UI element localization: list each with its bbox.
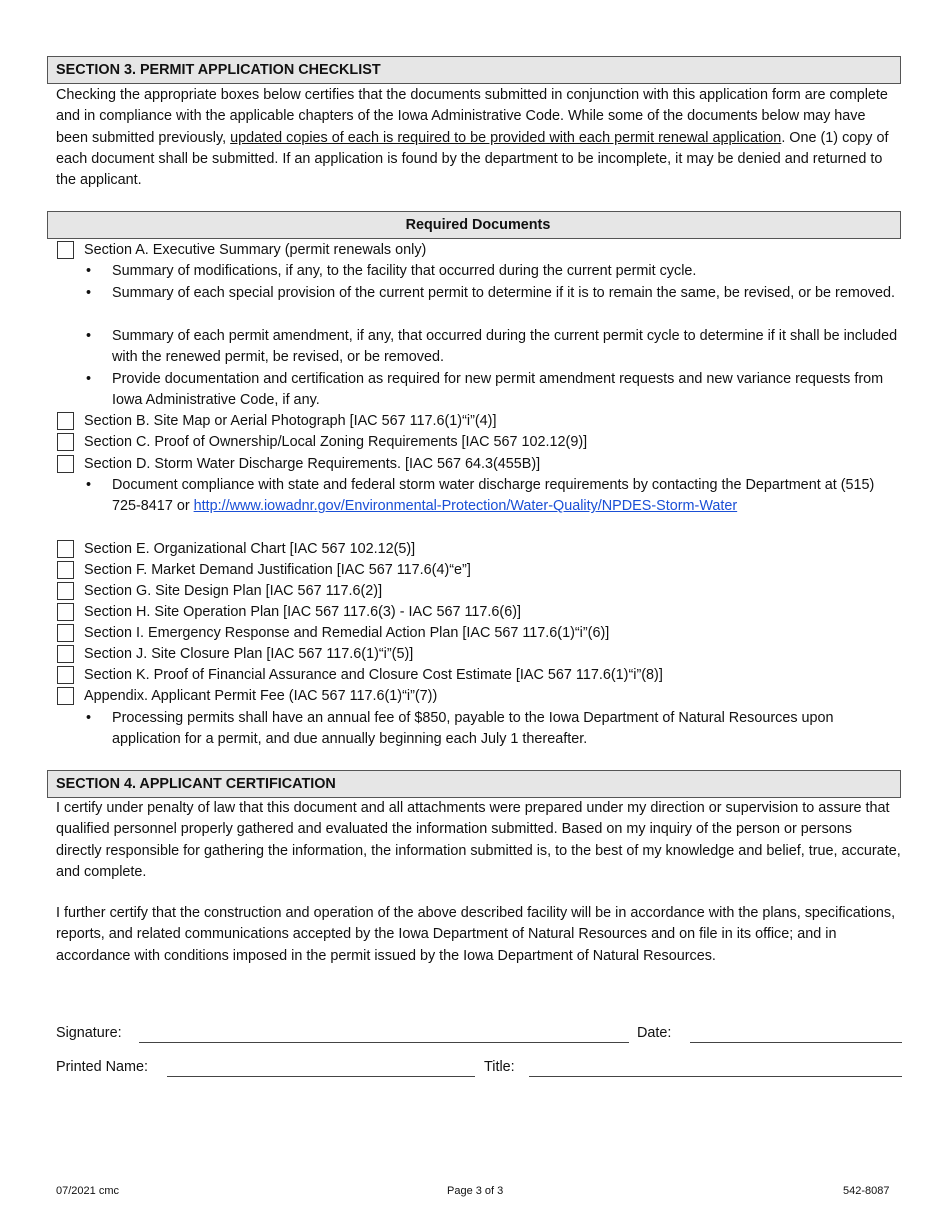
checklist-item-section-b[interactable] <box>57 411 902 432</box>
footer-page-number: Page 3 of 3 <box>447 1185 504 1197</box>
checkbox[interactable] <box>57 412 74 430</box>
bullet-item <box>86 326 902 369</box>
signature-label: Signature: <box>56 1025 122 1041</box>
bullet-item <box>86 369 902 412</box>
footer-form-number: 542-8087 <box>843 1185 890 1197</box>
checkbox[interactable] <box>57 561 74 579</box>
section-3-intro <box>56 85 901 191</box>
title-field[interactable] <box>529 1076 902 1077</box>
checkbox[interactable] <box>57 624 74 642</box>
intro-underlined-text: updated copies of each is required to be provided with each permit renewal application <box>230 129 782 146</box>
bullet-icon: • <box>86 371 92 387</box>
checklist-item-section-d[interactable] <box>57 454 902 475</box>
checklist-item-appendix[interactable] <box>57 686 902 707</box>
date-label: Date: <box>637 1025 672 1041</box>
title-label: Title: <box>484 1059 515 1075</box>
printed-name-field[interactable] <box>167 1076 475 1077</box>
certification-paragraph-1: I certify under penalty of law that this document and all attachments were prepared under my direction or supervision to assure that qualified personnel properly gathered and evaluated the information submitted. Based on my inquiry of the person or persons directly responsible for gathering the information, the information submitted is, to the best of my knowledge and belief, true, accurate, and complete. <box>56 800 901 880</box>
checklist-label: Section D. Storm Water Discharge Requirements. [IAC 567 64.3(455B)] <box>84 456 541 472</box>
required-documents-header: Required Documents <box>47 211 901 239</box>
intro-text: Checking the appropriate boxes below certifies that the documents submitted in conjunction with this application form are complete and in compliance with the applicable chapters of the Iowa Administrative Code. While some of the documents below may have been submitted previously, <box>56 87 888 146</box>
checklist-label: Section B. Site Map or Aerial Photograph [IAC 567 117.6(1)“i”(4)] <box>84 413 497 429</box>
section-3-header: SECTION 3. PERMIT APPLICATION CHECKLIST <box>47 56 901 84</box>
bullet-icon: • <box>86 710 92 726</box>
checklist-label: Section K. Proof of Financial Assurance and Closure Cost Estimate [IAC 567 117.6(1)“i”(8)] <box>84 667 663 683</box>
checklist-label: Section I. Emergency Response and Remedial Action Plan [IAC 567 117.6(1)“i”(6)] <box>84 625 610 641</box>
bullet-icon: • <box>86 477 92 493</box>
bullet-item <box>86 261 902 282</box>
bullet-icon: • <box>86 263 92 279</box>
checklist-item-section-a[interactable] <box>57 240 902 261</box>
date-field[interactable] <box>690 1042 902 1043</box>
checklist-item-section-c[interactable] <box>57 432 902 453</box>
checklist-item-section-k[interactable] <box>57 665 902 686</box>
checklist-label: Section H. Site Operation Plan [IAC 567 117.6(3) - IAC 567 117.6(6)] <box>84 604 522 620</box>
bullet-item <box>86 475 902 518</box>
footer-revision: 07/2021 cmc <box>56 1185 119 1197</box>
bullet-item <box>86 708 902 751</box>
checklist-label: Section A. Executive Summary (permit renewals only) <box>84 242 427 258</box>
checkbox[interactable] <box>57 540 74 558</box>
checkbox[interactable] <box>57 687 74 705</box>
checklist-label: Section G. Site Design Plan [IAC 567 117.6(2)] <box>84 583 383 599</box>
checklist-label: Section F. Market Demand Justification [IAC 567 117.6(4)“e”] <box>84 562 471 578</box>
bullet-text: Provide documentation and certification as required for new permit amendment requests and new variance requests from Iowa Administrative Code, if any. <box>112 371 884 409</box>
bullet-text: Summary of each special provision of the current permit to determine if it is to remain the same, be revised, or be removed. <box>112 285 896 301</box>
checklist-label: Appendix. Applicant Permit Fee (IAC 567 117.6(1)“i”(7)) <box>84 688 438 704</box>
printed-name-label: Printed Name: <box>56 1059 148 1075</box>
bullet-text <box>112 475 902 518</box>
checkbox[interactable] <box>57 241 74 259</box>
bullet-text: Summary of modifications, if any, to the facility that occurred during the current permit cycle. <box>112 263 697 279</box>
bullet-icon: • <box>86 328 92 344</box>
npdes-storm-water-link[interactable]: http://www.iowadnr.gov/Environmental-Protection/Water-Quality/NPDES-Storm-Water <box>193 498 738 515</box>
checkbox[interactable] <box>57 433 74 451</box>
storm-water-text: Document compliance with state and federal storm water discharge requirements by contacting the Department at (515) 725-8417 or <box>112 477 875 515</box>
signature-field[interactable] <box>139 1042 629 1043</box>
checkbox[interactable] <box>57 582 74 600</box>
bullet-icon: • <box>86 285 92 301</box>
checklist-item-section-g[interactable] <box>57 581 902 602</box>
intro-text-end: . One (1) copy of each document shall be submitted. If an application is found by the department to be incomplete, it may be denied and returned to the applicant. <box>56 129 889 189</box>
checkbox[interactable] <box>57 603 74 621</box>
checklist-label: Section E. Organizational Chart [IAC 567 102.12(5)] <box>84 541 416 557</box>
checklist-label: Section J. Site Closure Plan [IAC 567 117.6(1)“i”(5)] <box>84 646 414 662</box>
checklist-item-section-h[interactable] <box>57 602 902 623</box>
checklist-item-section-j[interactable] <box>57 644 902 665</box>
checklist-label: Section C. Proof of Ownership/Local Zoning Requirements [IAC 567 102.12(9)] <box>84 434 588 450</box>
checklist-item-section-e[interactable] <box>57 539 902 560</box>
section-4-header: SECTION 4. APPLICANT CERTIFICATION <box>47 770 901 798</box>
certification-paragraph-2: I further certify that the construction and operation of the above described facility will be in accordance with the plans, specifications, reports, and related communications accepted by the Iowa Department of Natural Resources and on file in its office; and in accordance with conditions imposed in the permit issued by the Iowa Department of Natural Resources. <box>56 905 896 964</box>
checklist-item-section-i[interactable] <box>57 623 902 644</box>
checkbox[interactable] <box>57 455 74 473</box>
checklist-item-section-f[interactable] <box>57 560 902 581</box>
checkbox[interactable] <box>57 645 74 663</box>
bullet-text: Summary of each permit amendment, if any, that occurred during the current permit cycle to determine if it shall be included with the renewed permit, be revised, or be removed. <box>112 328 898 366</box>
bullet-text: Processing permits shall have an annual fee of $850, payable to the Iowa Department of Natural Resources upon application for a permit, and due annually beginning each July 1 thereafter. <box>112 710 834 748</box>
bullet-item <box>86 283 902 304</box>
checkbox[interactable] <box>57 666 74 684</box>
